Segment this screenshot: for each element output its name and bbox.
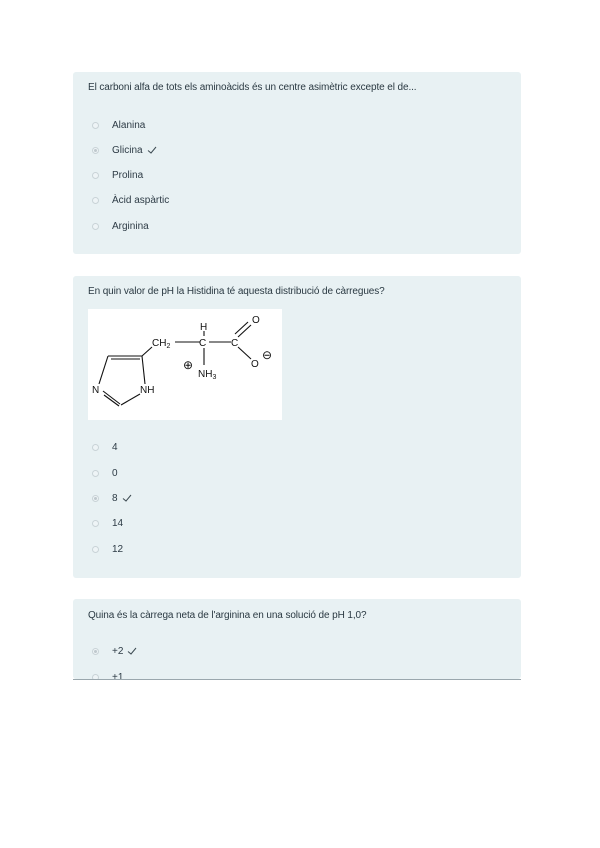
radio-button[interactable]: [92, 520, 99, 527]
answer-option[interactable]: [92, 542, 123, 556]
option-label: 8: [112, 492, 118, 504]
option-label: Arginina: [112, 220, 149, 232]
option-label: 4: [112, 441, 118, 453]
atom-nh3: $NH_3$: [198, 369, 217, 381]
atom-h: H: [200, 322, 208, 333]
radio-button-selected[interactable]: [92, 648, 99, 655]
option-label: Glicina: [112, 144, 143, 156]
imidazole-ring: [99, 322, 251, 406]
atom-o-double: O: [252, 315, 260, 326]
minus-charge: ⊖: [262, 348, 273, 362]
option-label: 0: [112, 467, 118, 479]
answer-option[interactable]: [92, 193, 169, 207]
atom-ch2: $CH_2$: [152, 338, 171, 350]
radio-button[interactable]: [92, 223, 99, 230]
radio-button[interactable]: [92, 470, 99, 477]
option-label: 14: [112, 517, 124, 529]
checkmark-icon: [147, 145, 157, 155]
option-label: +1: [112, 671, 124, 679]
checkmark-icon: [122, 493, 132, 503]
page-cut-divider: [73, 679, 521, 680]
option-label: Àcid aspàrtic: [112, 194, 170, 206]
atom-c-alpha: C: [199, 338, 207, 349]
checkmark-icon: [127, 646, 137, 656]
radio-button-selected[interactable]: [92, 147, 99, 154]
answer-option[interactable]: [92, 466, 118, 480]
question-card-2: [73, 276, 521, 578]
atom-n: N: [92, 385, 100, 396]
radio-button[interactable]: [92, 444, 99, 451]
answer-option[interactable]: [92, 219, 149, 233]
question-text: En quin valor de pH la Histidina té aquesta distribució de càrregues?: [88, 286, 385, 297]
radio-button[interactable]: [92, 546, 99, 553]
answer-option[interactable]: [92, 516, 123, 530]
question-text: El carboni alfa de tots els aminoàcids és un centre asimètric excepte el de...: [88, 82, 417, 93]
radio-button[interactable]: [92, 122, 99, 129]
radio-button-selected[interactable]: [92, 495, 99, 502]
option-label: +2: [112, 645, 124, 657]
radio-button[interactable]: [92, 197, 99, 204]
atom-o-single: O: [251, 359, 259, 370]
atom-nh: NH: [140, 385, 155, 396]
question-card-3: [73, 599, 521, 679]
option-label: Alanina: [112, 119, 146, 131]
answer-option[interactable]: [92, 491, 132, 505]
question-card-1: [73, 72, 521, 254]
answer-option[interactable]: [92, 168, 143, 182]
answer-option[interactable]: [92, 644, 137, 658]
answer-option[interactable]: [92, 118, 145, 132]
answer-option[interactable]: [92, 670, 123, 679]
plus-charge: ⊕: [183, 358, 194, 372]
answer-option[interactable]: [92, 440, 118, 454]
question-text: Quina és la càrrega neta de l'arginina en una solució de pH 1,0?: [88, 610, 367, 621]
atom-c-carboxyl: C: [231, 338, 239, 349]
histidine-structure-image: [88, 309, 282, 420]
option-label: Prolina: [112, 169, 144, 181]
radio-button[interactable]: [92, 172, 99, 179]
answer-option[interactable]: [92, 143, 157, 157]
option-label: 12: [112, 543, 124, 555]
